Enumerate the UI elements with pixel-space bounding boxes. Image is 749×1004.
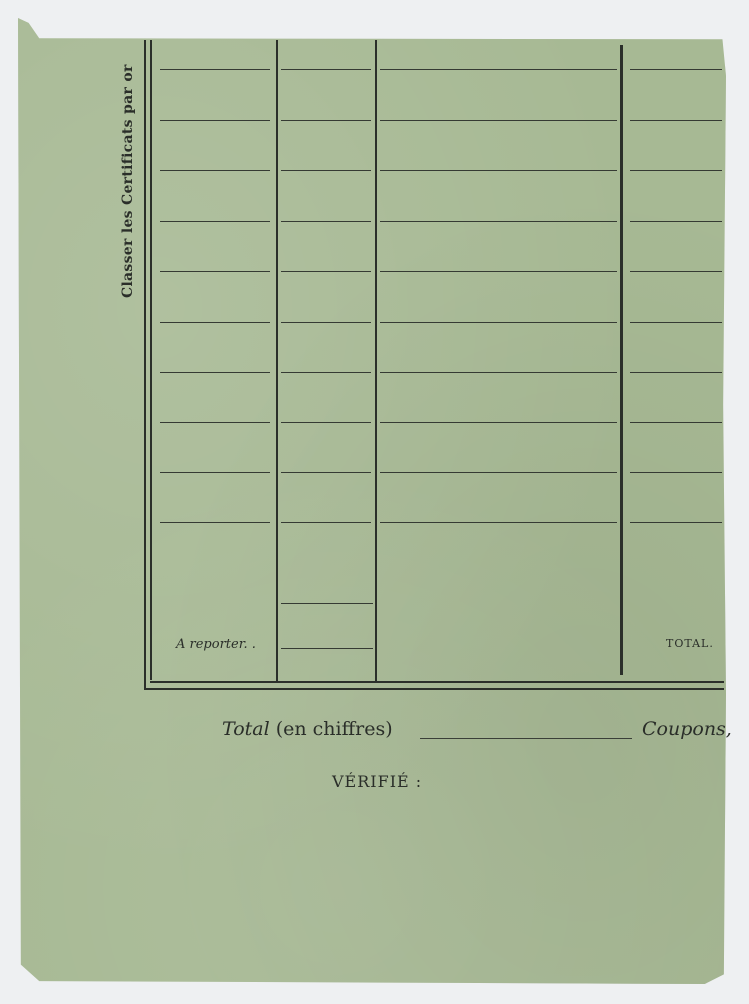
ledger-rule: [281, 422, 371, 423]
carry-forward-label: A reporter. .: [176, 637, 256, 652]
total-amount-blank[interactable]: [420, 738, 632, 739]
ledger-rule: [160, 170, 270, 171]
ledger-rule: [160, 271, 270, 272]
frame-bottom-inner: [150, 681, 724, 683]
ledger-rule: [380, 422, 617, 423]
column-divider: [620, 45, 623, 675]
coupons-label: Coupons,: [642, 718, 732, 740]
ledger-rule: [630, 170, 722, 171]
ledger-rule: [160, 422, 270, 423]
ledger-rule: [281, 271, 371, 272]
total-label: Total: [222, 718, 270, 740]
ledger-rule: [160, 221, 270, 222]
ledger-rule: [380, 522, 617, 523]
verified-label: VÉRIFIÉ :: [332, 772, 423, 791]
ledger-rule: [281, 69, 371, 70]
ledger-rule: [281, 472, 371, 473]
ledger-rule: [380, 271, 617, 272]
ledger-rule: [380, 472, 617, 473]
ledger-rule: [281, 322, 371, 323]
ledger-rule: [630, 120, 722, 121]
ledger-rule: [630, 472, 722, 473]
ledger-rule: [281, 372, 371, 373]
ledger-rule: [281, 221, 371, 222]
total-column-label: TOTAL.: [666, 637, 714, 650]
frame-left-inner: [150, 40, 152, 680]
ledger-rule: [380, 372, 617, 373]
ledger-rule: [160, 372, 270, 373]
ledger-rule: [380, 120, 617, 121]
frame-bottom-outer: [144, 688, 724, 690]
ledger-rule: [630, 322, 722, 323]
side-instruction: Classer les Certificats par or: [120, 64, 136, 298]
ledger-rule: [160, 120, 270, 121]
ledger-rule: [281, 120, 371, 121]
ledger-rule: [630, 422, 722, 423]
frame-left-outer: [144, 40, 146, 690]
total-qualifier: (en chiffres): [275, 718, 393, 740]
ledger-rule: [630, 372, 722, 373]
ledger-rule: [380, 69, 617, 70]
carry-rule: [281, 603, 373, 604]
ledger-rule: [380, 170, 617, 171]
ledger-rule: [160, 472, 270, 473]
ledger-rule: [630, 221, 722, 222]
ledger-rule: [281, 522, 371, 523]
carry-rule: [281, 648, 373, 649]
total-line: [222, 718, 393, 740]
ledger-rule: [630, 522, 722, 523]
ledger-rule: [630, 271, 722, 272]
column-divider: [375, 40, 377, 681]
ledger-rule: [630, 69, 722, 70]
ledger-rule: [160, 322, 270, 323]
ledger-rule: [160, 522, 270, 523]
ledger-rule: [380, 322, 617, 323]
column-divider: [276, 40, 278, 681]
ledger-rule: [160, 69, 270, 70]
ledger-rule: [281, 170, 371, 171]
ledger-rule: [380, 221, 617, 222]
